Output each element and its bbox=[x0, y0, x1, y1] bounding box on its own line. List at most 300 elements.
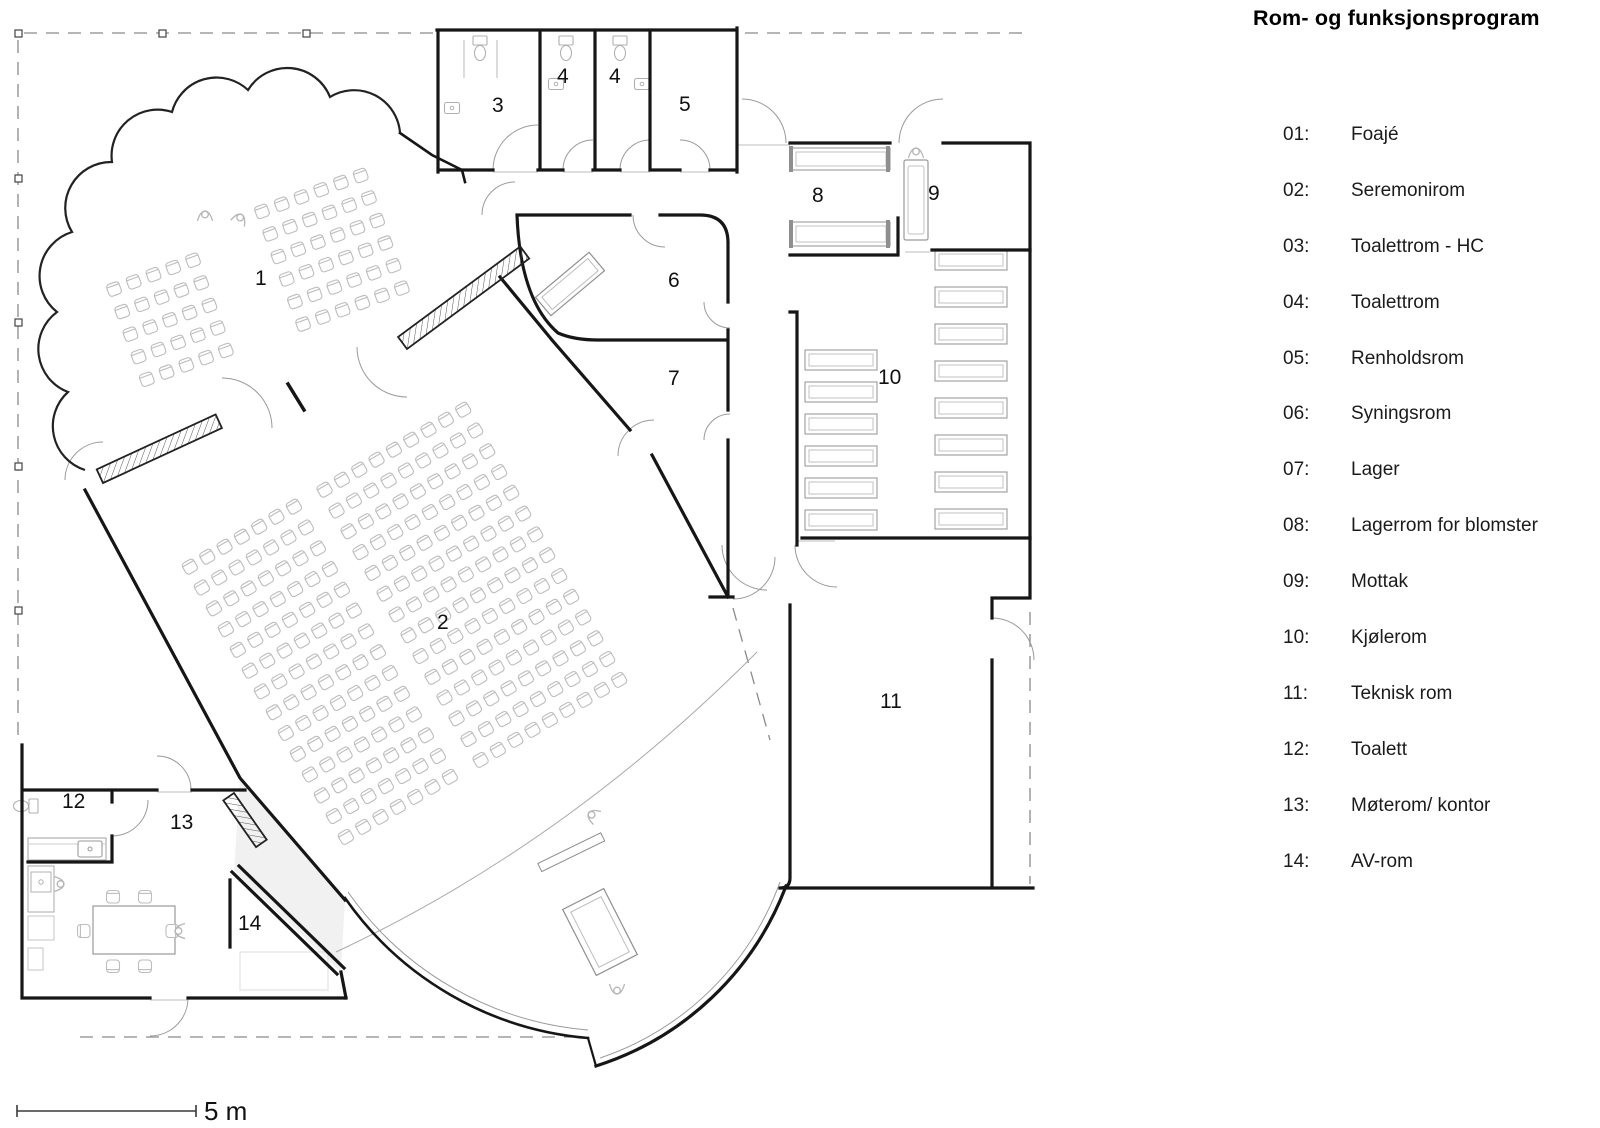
chair-icon bbox=[201, 297, 217, 313]
legend-item-label: Mottak bbox=[1351, 571, 1409, 593]
chair-icon bbox=[325, 807, 343, 824]
chair-icon bbox=[507, 731, 525, 748]
legend-item bbox=[1283, 275, 1597, 331]
chair-icon bbox=[465, 700, 483, 717]
chair-icon bbox=[545, 598, 563, 615]
chair-icon bbox=[521, 557, 539, 574]
chair-icon bbox=[372, 808, 390, 825]
chair-icon bbox=[405, 706, 423, 723]
door-swing-icon bbox=[563, 140, 593, 170]
chair-icon bbox=[450, 514, 468, 531]
chair-icon bbox=[528, 608, 546, 625]
room-number-label: 7 bbox=[668, 367, 680, 390]
chair-icon bbox=[488, 659, 506, 676]
legend-item-number: 02: bbox=[1283, 179, 1310, 201]
chair-icon bbox=[205, 600, 223, 617]
chair-icon bbox=[286, 580, 304, 597]
chair-icon bbox=[468, 504, 486, 521]
legend-item-label: Teknisk rom bbox=[1351, 682, 1453, 704]
chair-icon bbox=[483, 690, 501, 707]
chair-icon bbox=[321, 560, 339, 577]
platform-screen bbox=[538, 833, 605, 872]
chair-icon bbox=[300, 684, 318, 701]
legend-items bbox=[1283, 107, 1597, 889]
chair-icon bbox=[540, 629, 558, 646]
room-number-label: 9 bbox=[928, 182, 940, 205]
shelf-rack bbox=[805, 510, 877, 530]
person-icon bbox=[909, 148, 924, 158]
chair-icon bbox=[526, 526, 544, 543]
chair-icon bbox=[441, 768, 459, 785]
chair-icon bbox=[209, 320, 225, 336]
chair-icon bbox=[198, 350, 214, 366]
door-swing-icon bbox=[899, 99, 943, 143]
chair-icon bbox=[370, 726, 388, 743]
chair-icon bbox=[476, 638, 494, 655]
chair-icon bbox=[522, 639, 540, 656]
toilet-icon bbox=[559, 36, 573, 61]
chair-icon bbox=[125, 274, 141, 290]
shelf-rack bbox=[935, 287, 1007, 307]
chair-icon bbox=[417, 727, 435, 744]
stretcher bbox=[904, 160, 928, 240]
legend-item-label: Lagerrom for blomster bbox=[1351, 515, 1538, 537]
chair-icon bbox=[433, 524, 451, 541]
chair-icon bbox=[170, 334, 186, 350]
shelf-rack bbox=[935, 250, 1007, 270]
chair-icon bbox=[397, 462, 415, 479]
chair-icon bbox=[319, 756, 337, 773]
legend-item-number: 03: bbox=[1283, 235, 1310, 257]
chair-icon bbox=[305, 653, 323, 670]
room-number-labels bbox=[62, 65, 940, 935]
door-swing-icon bbox=[733, 557, 775, 599]
person-icon bbox=[198, 211, 213, 221]
kitchenette bbox=[28, 866, 54, 912]
door-swing-icon bbox=[633, 215, 665, 247]
chair-icon bbox=[247, 631, 265, 648]
chair-icon bbox=[271, 673, 289, 690]
shelving-racks bbox=[792, 148, 1007, 530]
chair-icon bbox=[245, 549, 263, 566]
chair-icon bbox=[405, 596, 423, 613]
chair-icon bbox=[377, 777, 395, 794]
legend-item-label: Foajé bbox=[1351, 123, 1399, 145]
chair-icon bbox=[352, 543, 370, 560]
chair-icon bbox=[316, 481, 334, 498]
chair-icon bbox=[262, 226, 278, 242]
chair-icon bbox=[363, 482, 381, 499]
chair-icon bbox=[387, 523, 405, 540]
chair-icon bbox=[310, 234, 326, 250]
legend-item bbox=[1283, 498, 1597, 554]
chair-icon bbox=[569, 640, 587, 657]
chair-icon bbox=[436, 689, 454, 706]
chair-icon bbox=[150, 341, 166, 357]
chair-icon bbox=[369, 212, 385, 228]
chair-icon bbox=[406, 788, 424, 805]
chair-icon bbox=[412, 757, 430, 774]
chair-icon bbox=[317, 674, 335, 691]
chair-icon bbox=[341, 197, 357, 213]
legend-item-label: Toalettrom bbox=[1351, 291, 1440, 313]
chair-icon bbox=[504, 567, 522, 584]
chair-icon bbox=[454, 401, 472, 418]
chair-icon bbox=[211, 569, 229, 586]
chair-icon bbox=[404, 513, 422, 530]
door-swing-icon bbox=[680, 140, 710, 170]
chair-icon bbox=[461, 453, 479, 470]
chair-icon bbox=[424, 778, 442, 795]
chair-icon bbox=[509, 536, 527, 553]
chair-icon bbox=[500, 680, 518, 697]
chair-icon bbox=[375, 503, 393, 520]
shelf-rack bbox=[935, 472, 1007, 492]
foyer-scalloped-wall bbox=[38, 68, 400, 470]
chair-icon bbox=[340, 633, 358, 650]
chair-icon bbox=[389, 798, 407, 815]
chair-icon bbox=[158, 364, 174, 380]
chair-icon bbox=[402, 431, 420, 448]
chair-icon bbox=[139, 371, 155, 387]
chair-icon bbox=[313, 182, 329, 198]
chair-icon bbox=[122, 326, 138, 342]
chair-icon bbox=[309, 540, 327, 557]
chair-icon bbox=[328, 502, 346, 519]
chair-icon bbox=[270, 248, 286, 264]
legend-item-label: Renholdsrom bbox=[1351, 347, 1464, 369]
chair-icon bbox=[351, 461, 369, 478]
chair-icon bbox=[459, 648, 477, 665]
legend-item-number: 07: bbox=[1283, 459, 1310, 481]
chair-icon bbox=[352, 654, 370, 671]
chair-icon bbox=[297, 519, 315, 536]
toilet-icon bbox=[473, 36, 487, 61]
chair-icon bbox=[478, 443, 496, 460]
door-swing-icon bbox=[112, 800, 148, 836]
chair-icon bbox=[360, 787, 378, 804]
chair-icon bbox=[130, 349, 146, 365]
legend-item bbox=[1283, 107, 1597, 163]
chair-icon bbox=[452, 597, 470, 614]
person-icon bbox=[54, 877, 64, 892]
chair-icon bbox=[274, 560, 292, 577]
room-number-label: 10 bbox=[878, 366, 902, 389]
chair-icon bbox=[505, 649, 523, 666]
chair-icon bbox=[448, 710, 466, 727]
chair-icon bbox=[240, 580, 258, 597]
shelf-rack bbox=[935, 435, 1007, 455]
chair-icon bbox=[385, 258, 401, 274]
chair-icon bbox=[223, 590, 241, 607]
shelf-rack bbox=[935, 398, 1007, 418]
chair-icon bbox=[369, 644, 387, 661]
chair-icon bbox=[306, 286, 322, 302]
person-icon bbox=[585, 807, 601, 825]
chair-icon bbox=[229, 641, 247, 658]
chair-icon bbox=[106, 281, 122, 297]
shelf-rack bbox=[805, 350, 877, 370]
chair-icon bbox=[550, 567, 568, 584]
sink-icon bbox=[635, 79, 650, 90]
door-swing-icon bbox=[742, 99, 786, 143]
chair-icon bbox=[493, 628, 511, 645]
chair-icon bbox=[337, 828, 355, 845]
chair-icon bbox=[329, 227, 345, 243]
chair-icon bbox=[295, 714, 313, 731]
chair-icon bbox=[352, 167, 368, 183]
chair-icon bbox=[510, 618, 528, 635]
chair-icon bbox=[349, 220, 365, 236]
chair-icon bbox=[185, 252, 201, 268]
room-number-label: 14 bbox=[238, 912, 262, 935]
shelf-rack bbox=[935, 361, 1007, 381]
chair-icon bbox=[178, 357, 194, 373]
chair-icon bbox=[285, 498, 303, 515]
chair-icon bbox=[495, 710, 513, 727]
chair-icon bbox=[254, 203, 270, 219]
chair-icon bbox=[381, 554, 399, 571]
legend-item-number: 12: bbox=[1283, 738, 1310, 760]
chair-icon bbox=[326, 279, 342, 295]
chair-icon bbox=[382, 747, 400, 764]
chair-icon bbox=[357, 513, 375, 530]
chair-icon bbox=[134, 296, 150, 312]
chair-icon bbox=[400, 737, 418, 754]
chair-icon bbox=[429, 637, 447, 654]
chair-icon bbox=[218, 342, 234, 358]
legend-item-label: Møterom/ kontor bbox=[1351, 794, 1491, 816]
chair-icon bbox=[298, 264, 314, 280]
chair-icon bbox=[262, 539, 280, 556]
legend-item-label: Toalettrom - HC bbox=[1351, 235, 1485, 257]
door-swing-icon bbox=[357, 347, 407, 397]
chair-icon bbox=[524, 721, 542, 738]
catafalque bbox=[563, 889, 638, 976]
chair-icon bbox=[546, 680, 564, 697]
legend-item bbox=[1283, 610, 1597, 666]
chair-icon bbox=[558, 701, 576, 718]
person-icon bbox=[610, 984, 625, 994]
legend-item bbox=[1283, 219, 1597, 275]
chair-icon bbox=[357, 623, 375, 640]
chair-icon bbox=[385, 441, 403, 458]
chair-icon bbox=[331, 777, 349, 794]
door-swing-icon bbox=[493, 125, 538, 170]
chair-icon bbox=[444, 463, 462, 480]
shelf-rack bbox=[805, 446, 877, 466]
legend-item bbox=[1283, 554, 1597, 610]
door-swing-icon bbox=[150, 998, 188, 1036]
chair-icon bbox=[447, 627, 465, 644]
chair-icon bbox=[534, 660, 552, 677]
chair-icon bbox=[432, 442, 450, 459]
chair-icon bbox=[440, 576, 458, 593]
shelf-rack bbox=[935, 509, 1007, 529]
chair-icon bbox=[388, 716, 406, 733]
legend-item-number: 11: bbox=[1283, 682, 1309, 704]
shelf-rack bbox=[805, 382, 877, 402]
chair-icon bbox=[334, 664, 352, 681]
chair-icon bbox=[253, 683, 271, 700]
chair-icon bbox=[338, 249, 354, 265]
room-number-label: 5 bbox=[679, 93, 691, 116]
chair-icon bbox=[377, 235, 393, 251]
chair-icon bbox=[490, 463, 508, 480]
chair-icon bbox=[462, 535, 480, 552]
chair-icon bbox=[453, 679, 471, 696]
chair-icon bbox=[301, 766, 319, 783]
chair-icon bbox=[268, 508, 286, 525]
chair-icon bbox=[497, 515, 515, 532]
shelf-rack bbox=[935, 324, 1007, 344]
chair-icon bbox=[423, 586, 441, 603]
chair-icon bbox=[278, 271, 294, 287]
chair-icon bbox=[315, 309, 331, 325]
chair-icon bbox=[343, 797, 361, 814]
legend-item-number: 10: bbox=[1283, 626, 1310, 648]
chair-icon bbox=[274, 196, 290, 212]
meeting-table bbox=[93, 906, 175, 954]
chair-icon bbox=[393, 575, 411, 592]
chair-icon bbox=[512, 700, 530, 717]
legend-item-label: Kjølerom bbox=[1351, 626, 1428, 648]
chair-icon bbox=[437, 411, 455, 428]
chair-icon bbox=[358, 705, 376, 722]
chair-icon bbox=[235, 610, 253, 627]
cabinet bbox=[28, 948, 43, 970]
chair-icon bbox=[374, 287, 390, 303]
shelf-rack bbox=[792, 148, 890, 170]
chair-icon bbox=[345, 602, 363, 619]
chair-icon bbox=[393, 685, 411, 702]
chair-icon bbox=[409, 483, 427, 500]
chair-icon bbox=[354, 294, 370, 310]
legend-item bbox=[1283, 666, 1597, 722]
legend-item bbox=[1283, 163, 1597, 219]
chair-icon bbox=[441, 658, 459, 675]
chair-icon bbox=[514, 505, 532, 522]
wall-cavity bbox=[234, 778, 345, 972]
shelf-rack bbox=[805, 414, 877, 434]
chair-icon bbox=[173, 282, 189, 298]
legend-item-number: 06: bbox=[1283, 403, 1310, 425]
chair-icon bbox=[392, 493, 410, 510]
chair-icon bbox=[471, 669, 489, 686]
chair-icon bbox=[489, 741, 507, 758]
chair-icon bbox=[541, 711, 559, 728]
chair-icon bbox=[293, 189, 309, 205]
toilet-icon bbox=[14, 799, 39, 813]
chair-icon bbox=[252, 600, 270, 617]
chair-icon bbox=[400, 627, 418, 644]
chair-icon bbox=[312, 704, 330, 721]
chair-icon bbox=[486, 577, 504, 594]
chair-icon bbox=[282, 219, 298, 235]
chair-icon bbox=[277, 724, 295, 741]
chair-icon bbox=[552, 650, 570, 667]
chair-icon bbox=[193, 275, 209, 291]
room-number-label: 8 bbox=[812, 184, 824, 207]
chair-icon bbox=[357, 242, 373, 258]
door-swing-icon bbox=[157, 756, 191, 790]
chair-icon bbox=[564, 670, 582, 687]
legend-item-number: 01: bbox=[1283, 123, 1310, 145]
scale-bar bbox=[17, 1105, 196, 1117]
chair-icon bbox=[369, 533, 387, 550]
legend-item bbox=[1283, 386, 1597, 442]
door-swing-icon bbox=[704, 302, 730, 328]
chair-icon bbox=[348, 767, 366, 784]
chair-icon bbox=[265, 704, 283, 721]
chair-icon bbox=[283, 694, 301, 711]
person-icon bbox=[231, 211, 249, 226]
chair-icon bbox=[165, 259, 181, 275]
chair-icon bbox=[333, 174, 349, 190]
legend-item-number: 04: bbox=[1283, 291, 1310, 313]
chair-icon bbox=[449, 432, 467, 449]
legend-title: Rom- og funksjonsprogram bbox=[1253, 6, 1540, 30]
legend-item-label: AV-rom bbox=[1351, 850, 1413, 872]
legend-item bbox=[1283, 442, 1597, 498]
chair-icon bbox=[424, 668, 442, 685]
chair-icon bbox=[598, 650, 616, 667]
chair-icon bbox=[336, 746, 354, 763]
legend-item-number: 09: bbox=[1283, 571, 1310, 593]
chair-icon bbox=[345, 492, 363, 509]
chair-icon bbox=[426, 473, 444, 490]
chair-icon bbox=[322, 643, 340, 660]
chair-icon bbox=[394, 767, 412, 784]
room-number-label: 3 bbox=[492, 94, 504, 117]
chair-icon bbox=[340, 523, 358, 540]
legend-item-number: 14: bbox=[1283, 850, 1310, 872]
chair-icon bbox=[538, 547, 556, 564]
chair-icon bbox=[355, 818, 373, 835]
chair-icon bbox=[460, 730, 478, 747]
chair-icon bbox=[481, 607, 499, 624]
cabinet bbox=[28, 916, 54, 940]
chair-icon bbox=[316, 591, 334, 608]
legend-item bbox=[1283, 722, 1597, 778]
chair-icon bbox=[416, 534, 434, 551]
door-swing-icon bbox=[992, 618, 1034, 660]
chair-icon bbox=[307, 735, 325, 752]
room-number-label: 1 bbox=[255, 267, 267, 290]
chair-icon bbox=[429, 747, 447, 764]
toilet-icon bbox=[613, 36, 627, 61]
door-swing-icon bbox=[65, 442, 103, 480]
legend-item-label: Syningsrom bbox=[1351, 403, 1452, 425]
av-worktop bbox=[240, 952, 328, 990]
chair-icon bbox=[361, 190, 377, 206]
chair-icon bbox=[414, 452, 432, 469]
chair-icon bbox=[399, 544, 417, 561]
chair-icon bbox=[529, 690, 547, 707]
chair-icon bbox=[181, 304, 197, 320]
scale-label: 5 m bbox=[204, 1096, 248, 1126]
chair-icon bbox=[438, 493, 456, 510]
legend-item-label: Seremonirom bbox=[1351, 179, 1466, 201]
chair-icon bbox=[269, 590, 287, 607]
chair-icon bbox=[557, 619, 575, 636]
door-swing-icon bbox=[222, 378, 272, 428]
chair-icon bbox=[456, 483, 474, 500]
legend-item bbox=[1283, 778, 1597, 834]
legend-item bbox=[1283, 834, 1597, 890]
legend bbox=[1253, 6, 1597, 872]
chair-icon bbox=[457, 566, 475, 583]
